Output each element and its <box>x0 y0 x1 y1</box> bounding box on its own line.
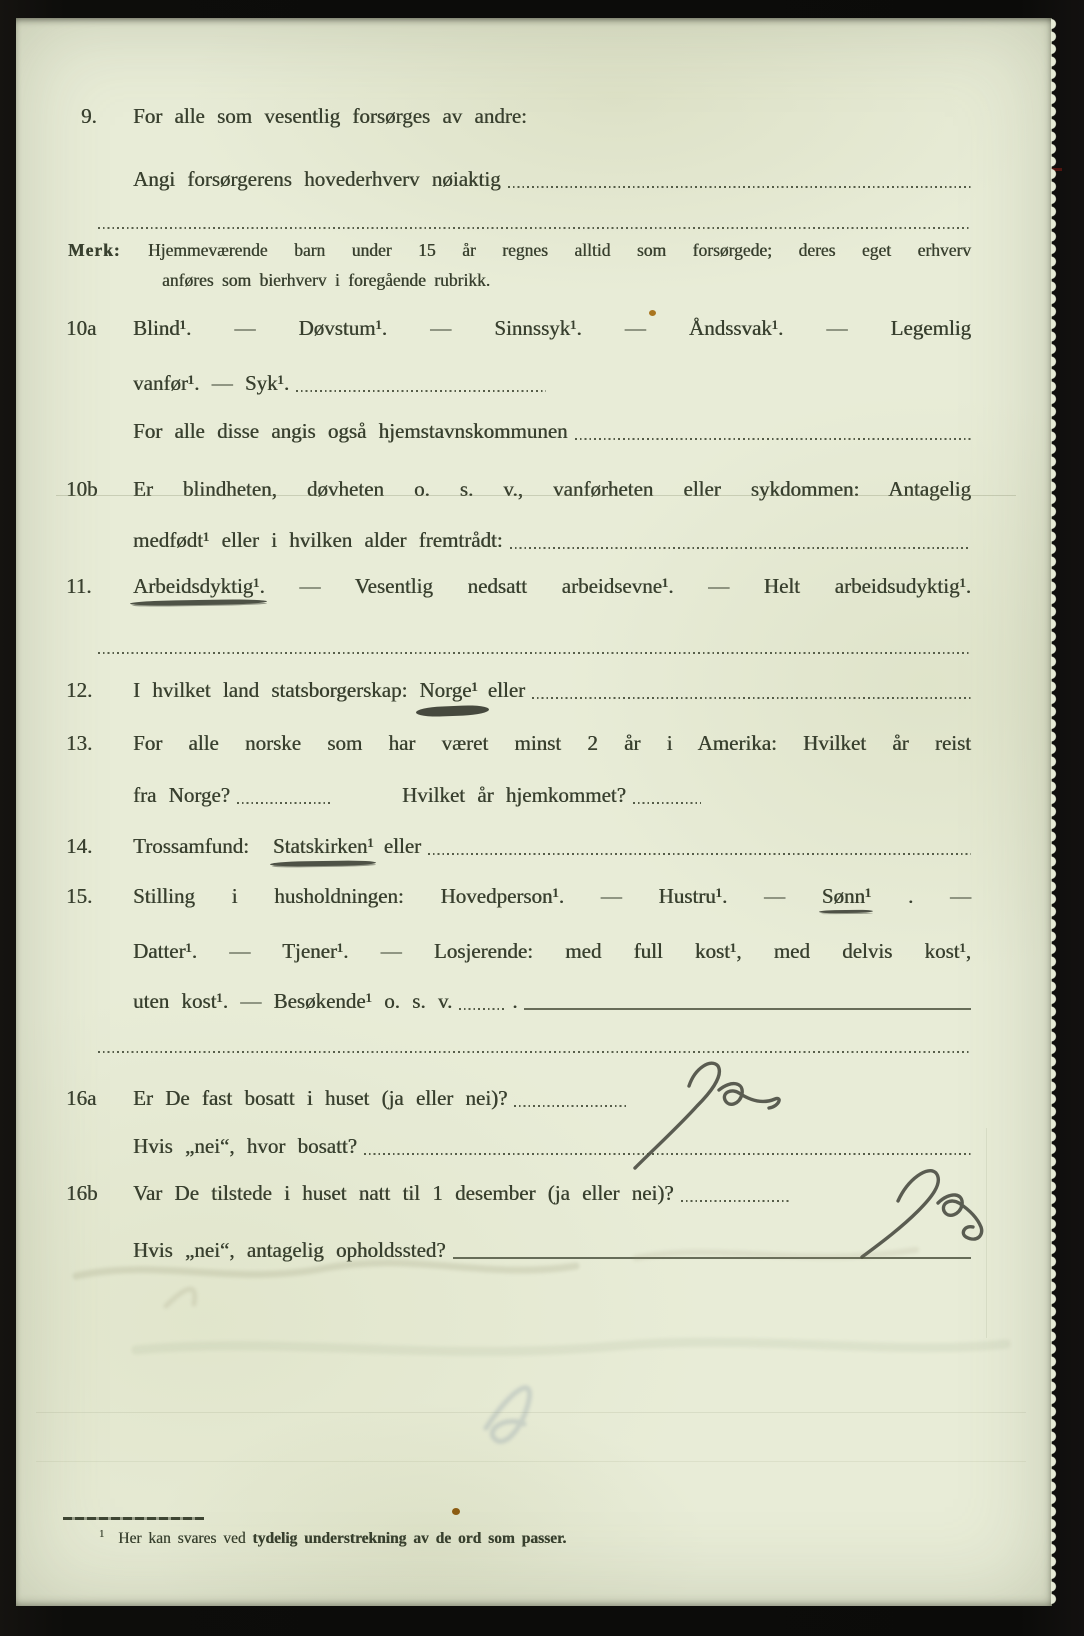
question-text: For alle norske som har været minst 2 år i Amerika: Hvilket år reist <box>133 731 971 755</box>
note-text: Hjemmeværende barn under 15 år regnes alltid som forsørgede; deres eget erhverv <box>148 240 971 260</box>
answer-line <box>633 802 701 804</box>
footnote-text-bold: tydelig understrekning av de ord som passer. <box>252 1530 567 1548</box>
pen-underline-smudge <box>416 704 490 717</box>
question-number: 13. <box>66 731 93 755</box>
separator-dotted-line <box>98 1051 971 1053</box>
question-row-16b-line2 <box>133 1237 971 1263</box>
question-row-12 <box>66 677 971 703</box>
question-row-11 <box>66 573 971 599</box>
paper-crease <box>986 1128 987 1338</box>
question-row-9-line2 <box>133 166 971 192</box>
question-text: — Vesentlig nedsatt arbeidsevne¹. — Helt arbeidsudyktig¹. <box>299 574 971 598</box>
perforated-edge <box>1051 18 1060 1606</box>
question-text: vanfør¹. — Syk¹. <box>133 371 290 395</box>
ink-spot <box>452 1508 460 1515</box>
question-row-10a-line3 <box>133 418 971 444</box>
question-row-14 <box>66 833 971 859</box>
ink-spot <box>649 310 656 316</box>
question-number: 10a <box>66 316 97 340</box>
question-text: Statskirken¹ <box>272 834 374 858</box>
question-text: Er De fast bosatt i huset (ja eller nei)? <box>133 1086 508 1110</box>
question-text: medfødt¹ eller i hvilken alder fremtrådt: <box>133 528 503 552</box>
answer-line <box>575 438 971 440</box>
question-text: Angi forsørgerens hovederhverv nøiaktig <box>133 167 501 191</box>
question-text: fra Norge? <box>133 783 230 807</box>
question-text: I hvilket land statsborgerskap: <box>133 678 408 702</box>
question-text: Hvis „nei“, hvor bosatt? <box>133 1134 357 1158</box>
question-row-13 <box>66 730 971 756</box>
question-number: 14. <box>66 834 93 858</box>
question-number: 11. <box>66 574 92 598</box>
question-text: . <box>512 989 518 1013</box>
question-row-13-line2 <box>133 782 971 808</box>
question-text: Sønn¹ <box>821 884 872 908</box>
question-text: Stilling i husholdningen: Hovedperson¹. — Hustru¹. — <box>133 884 785 908</box>
answer-line <box>510 547 971 549</box>
answer-line <box>453 1257 971 1259</box>
paper-crease <box>36 1412 1026 1413</box>
question-text: Blind¹. — Døvstum¹. — Sinnssyk¹. — Åndssvak¹. — Legemlig <box>133 316 971 340</box>
question-text: Hvilket år hjemkommet? <box>401 783 626 807</box>
question-number: 9. <box>81 104 97 128</box>
question-row-10b-line2 <box>133 527 971 553</box>
footnote <box>99 1525 566 1549</box>
underlined-word <box>133 574 265 598</box>
footnote-rule <box>63 1517 204 1520</box>
question-row-15-line3 <box>133 988 971 1014</box>
question-text: eller <box>383 834 422 858</box>
note-row <box>68 239 971 261</box>
answer-line <box>296 390 546 392</box>
question-text: Norge¹ <box>419 678 478 702</box>
question-row-15-line2 <box>133 938 971 964</box>
question-text: Er blindheten, døvheten o. s. v., vanførheten eller sykdommen: Antagelig <box>133 477 971 501</box>
underlined-word <box>822 884 871 908</box>
pen-underline <box>270 860 376 867</box>
question-row-10a-line2 <box>133 370 971 396</box>
question-row-10b <box>66 476 971 502</box>
answer-line <box>524 1008 971 1010</box>
question-number: 12. <box>66 678 93 702</box>
answer-line <box>681 1200 789 1202</box>
question-text: Hvis „nei“, antagelig opholdssted? <box>133 1238 446 1262</box>
pen-underline <box>819 909 874 913</box>
answer-line <box>508 186 971 188</box>
note-text: anføres som bierhverv i foregående rubrikk. <box>162 270 491 290</box>
handwritten-answer-ja <box>601 1050 791 1180</box>
underlined-word <box>419 677 477 703</box>
pen-underline <box>130 599 267 606</box>
question-text: eller <box>487 678 526 702</box>
question-number: 10b <box>66 477 98 501</box>
question-text: Var De tilstede i huset natt til 1 desember (ja eller nei)? <box>133 1181 674 1205</box>
note-row-line2 <box>162 269 1000 291</box>
question-text: Trossamfund: <box>133 834 249 858</box>
question-text: Datter¹. — Tjener¹. — Losjerende: med full kost¹, med delvis kost¹, <box>133 939 971 963</box>
answer-line <box>237 802 333 804</box>
question-text: Arbeidsdyktig¹. <box>133 574 265 598</box>
question-text: uten kost¹. — Besøkende¹ o. s. v. <box>133 989 453 1013</box>
footnote-text: Her kan svares ved <box>118 1530 253 1548</box>
census-form-page <box>16 18 1052 1606</box>
question-row-16a <box>66 1085 971 1111</box>
question-number: 16a <box>66 1086 97 1110</box>
question-number: 15. <box>66 884 93 908</box>
question-text: For alle som vesentlig forsørges av andre: <box>133 104 527 128</box>
answer-line <box>532 697 971 699</box>
answer-line <box>428 853 971 855</box>
question-row-10a <box>66 315 971 341</box>
question-number: 16b <box>66 1181 98 1205</box>
question-text: For alle disse angis også hjemstavnskommunen <box>133 419 568 443</box>
question-text: . — <box>908 884 972 908</box>
separator-dotted-line <box>98 227 971 229</box>
underlined-word <box>273 833 374 859</box>
question-row-9 <box>81 103 971 129</box>
separator-dotted-line <box>98 652 971 654</box>
paper-crease <box>36 1461 1026 1462</box>
question-row-15 <box>66 883 972 909</box>
note-label: Merk: <box>68 240 121 260</box>
paper-crease <box>56 495 1016 496</box>
answer-line <box>459 1008 507 1010</box>
footnote-marker: 1 <box>99 1529 105 1540</box>
